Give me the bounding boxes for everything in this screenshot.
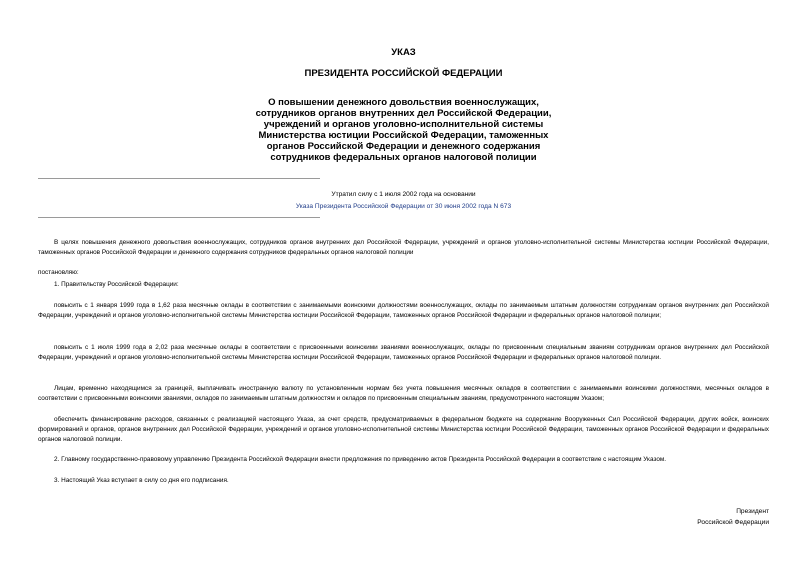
clause-1-item-2: повысить с 1 июля 1999 года в 2,02 раза месячные оклады в соответствии с присвоенными воинскими званиями военнослужащих, оклады по присвоенным специальным званиям сотрудникам органов внутренних дел Российской Федерации, учреждений и органов уголовно-исполнительной системы Министерства юстиции Российской Федерации, таможенных органов Российской Федерации и федеральных органов налоговой полиции. [38, 344, 769, 361]
decree-heading: УКАЗ [391, 47, 416, 58]
clause-1-paragraph: 1. Правительству Российской Федерации: [54, 281, 179, 288]
clause-2-paragraph: 2. Главному государственно-правовому управлению Президента Российской Федерации внести предложения по приведению актов Президента Российской Федерации в соответствие с настоящим Указом. [54, 456, 667, 463]
title-line: О повышении денежного довольствия военнослужащих, [268, 97, 539, 108]
preamble-paragraph: В целях повышения денежного довольствия военнослужащих, сотрудников органов внутренних дел Российской Федерации, учреждений и органов уголовно-исполнительной системы Министерства юстиции Российской Федерации, таможенных органов Российской Федерации и денежного содержания сотрудников федеральных органов налоговой полиции [38, 239, 769, 256]
president-heading: ПРЕЗИДЕНТА РОССИЙСКОЙ ФЕДЕРАЦИИ [304, 68, 503, 79]
separator-bottom [38, 217, 320, 218]
clause-1-item-3: Лицам, временно находящимся за границей, выплачивать иностранную валюту по установленным нормам без учета повышения месячных окладов в соответствии с занимаемыми воинскими должностями, месячных окладов в соответствии с присвоенными воинскими званиями, окладов по занимаемым штатным должностям и окладов по присвоенным специальным званиям, предусмотренного настоящим Указом; [38, 385, 769, 402]
signature-title-line-2: Российской Федерации [697, 519, 769, 526]
clause-3-paragraph: 3. Настоящий Указ вступает в силу со дня его подписания. [54, 477, 229, 484]
separator-top [38, 178, 320, 179]
annulment-link[interactable]: Указа Президента Российской Федерации от 30 июня 2002 года N 673 [295, 203, 512, 210]
title-line: учреждений и органов уголовно-исполнительной системы [263, 119, 544, 130]
resolution-paragraph: постановляю: [38, 269, 79, 276]
clause-1-item-1: повысить с 1 января 1999 года в 1,62 раза месячные оклады в соответствии с занимаемыми воинскими должностями военнослужащих, оклады по занимаемым штатным должностям сотрудникам органов внутренних дел Российской Федерации, учреждений и органов уголовно-исполнительной системы Министерства юстиции Российской Федерации, таможенных органов Российской Федерации и федеральных органов налоговой полиции; [38, 302, 769, 319]
signature-title: Президент [736, 508, 769, 515]
title-line: сотрудников федеральных органов налоговой полиции [270, 152, 537, 163]
decree-title [0, 97, 807, 163]
clause-1-item-4: обеспечить финансирование расходов, связанных с реализацией настоящего Указа, за счет средств, предусматриваемых в федеральном бюджете на содержание Вооруженных Сил Российской Федерации, других войск, воинских формирований и органов, органов внутренних дел Российской Федерации, учреждений и органов уголовно-исполнительной системы Министерства юстиции Российской Федерации, таможенных органов Российской Федерации и федеральных органов налоговой полиции. [38, 416, 769, 443]
title-line: органов Российской Федерации и денежного содержания [266, 141, 541, 152]
title-line: сотрудников органов внутренних дел Российской Федерации, [255, 108, 552, 119]
title-line: Министерства юстиции Российской Федерации, таможенных [258, 130, 549, 141]
annulment-note: Утратил силу с 1 июля 2002 года на основании [331, 191, 476, 198]
